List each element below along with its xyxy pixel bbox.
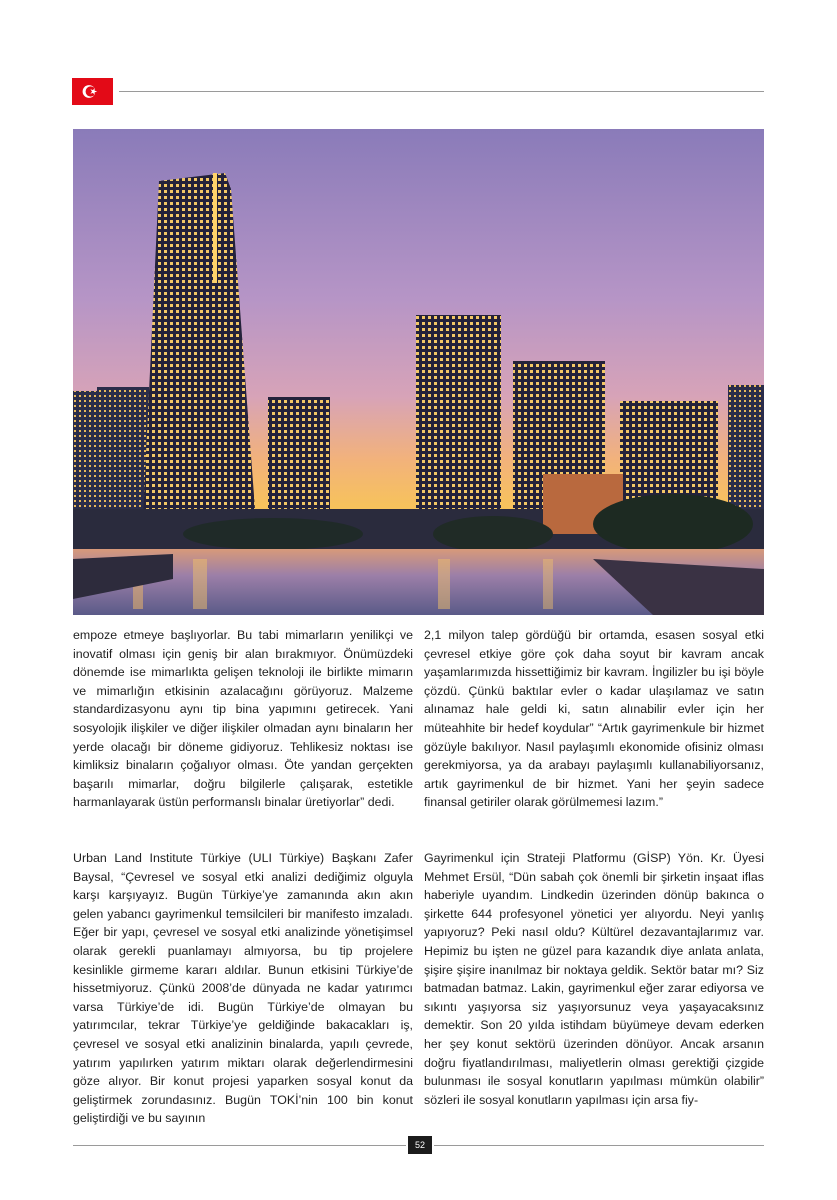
body-column-right-bottom xyxy=(424,849,764,1109)
paragraph: 2,1 milyon talep gördüğü bir ortamda, esasen sosyal etki çevresel etkiye göre çok daha soyut bir kavram ancak yaşamlarımızda hissettiğimiz bir kavram. İngilizler bu işi böyle çözdü. Çünkü baktılar evler o kadar ulaşılamaz ve satın alınamaz hale geldi ki, satın alınabilir evler için her müteahhite bir hedef koydular” “Artık gayrimenkule bir hizmet gözüyle bakılıyor. Nasıl paylaşımlı ekonomide ofisiniz olması gerekmiyorsa, ya da arabayı paylaşımlı kullanabiliyorsanız, artık gayrimenkul de bir hizmet. Yani her şeyin sadece finansal getiriler olarak görülmemesi lazım.” xyxy=(424,628,764,810)
paragraph: Gayrimenkul için Strateji Platformu (GİSP) Yön. Kr. Üyesi Mehmet Ersül, “Dün sabah çok önemli bir şirketin inşaat iflas haberiyle uyandım. Lindkedin üzerinden dönüp bakınca o şirkette 644 profesyonel yönetici yer alıyordu. Neyi yanlış yapıyoruz? Peki nasıl oldu? Kültürel dezavantajlarımız var. Hepimiz bu işten ne güzel para kazandık diye anlata anlata, şişire şişire inanılmaz bir noktaya geldik. Sektör batar mı? Siz batmadan batmaz. Lakin, gayrimenkul eğer zarar ediyorsa ve sıkıntı yaşıyorsa siz yaşıyorsunuz veya yaşayacaksınız demektir. Son 20 yılda istihdam büyümeye devam ederken her şey konut sektörü üzerinden dönüyor. Ancak arsanın doğru fiyatlandırılması, maliyetlerin olması gerektiği çizgide bulunması ile sosyal konutların yapılması mümkün olabilir” sözleri ile sosyal konutların yapılması için arsa fiy- xyxy=(424,851,764,1107)
body-column-left-bottom xyxy=(73,849,413,1128)
body-column-right-top xyxy=(424,626,764,812)
paragraph: empoze etmeye başlıyorlar. Bu tabi mimarların yenilikçi ve inovatif olması için geniş bir alan bırakmıyor. Önümüzdeki dönemde ise mimarlıkta gelişen teknoloji ile birlikte mimarın ve mimarlığın etkisinin azalacağını görüyoruz. Malzeme standardizasyonu aynı tip bina yapımını getirecek. Yani sosyolojik ilişkiler ve diğer ilişkiler olmadan aynı binaların her yerde olacağı bir döneme gidiyoruz. Tehlikesiz noktası ise kimliksiz binaların çoğalıyor olması. Öte yandan gerçekten başarılı mimarlar, doğru bilgilerle çalışarak, estetikle harmanlayarak üstün performanslı binalar üretiyorlar” dedi. xyxy=(73,628,413,810)
footer-rule-left xyxy=(73,1145,406,1146)
turkey-flag-icon xyxy=(72,78,113,105)
footer-rule-right xyxy=(434,1145,764,1146)
body-column-left-top xyxy=(73,626,413,812)
page-number: 52 xyxy=(408,1136,432,1154)
city-skyline-sunset-photo xyxy=(73,129,764,615)
paragraph: Urban Land Institute Türkiye (ULI Türkiye) Başkanı Zafer Baysal, “Çevresel ve sosyal etki analizi dediğimiz olguyla karşı karşıyayız. Bugün Türkiye’ye zamanında akın akın gelen yabancı gayrimenkul temsilcileri bir manifesto imzaladı. Eğer bir yapı, çevresel ve sosyal etki analizinde yönetişimsel olarak gerekli puanlamayı almıyorsa, bu tip projelere kesinlikle girmeme kararı aldılar. Bunun etkisini Türkiye’de hissetmiyoruz. Çünkü 2008’de dünyada ne kadar yatırımcı varsa Türkiye’de idi. Bugün Türkiye’de olmayan bu yatırımcılar, tekrar Türkiye’ye geldiğinde bakacakları iş, çevresel ve sosyal etki analizinin binalarda, yapılı çevrede, yatırım yapılırken yatırım miktarı olarak değerlendirmesini göze alıyor. Bir konut projesi yaparken sosyal konut da geliştirmek zorundasınız. Bugün TOKİ’nin 100 bin konut geliştirdiği ve bu sayının xyxy=(73,851,413,1126)
header-rule xyxy=(119,91,764,92)
